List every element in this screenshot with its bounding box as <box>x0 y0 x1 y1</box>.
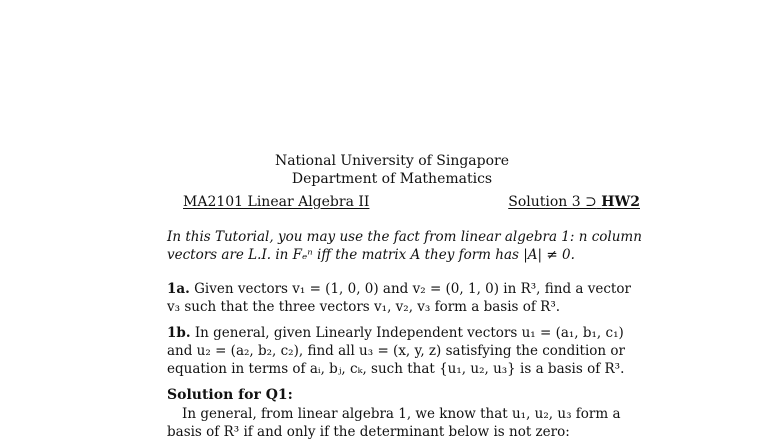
question-1b-label: 1b. <box>167 325 191 341</box>
question-1a <box>167 280 640 316</box>
question-1b <box>167 324 640 378</box>
solution-paragraph <box>167 405 640 441</box>
university-name: National University of Singapore <box>274 153 510 169</box>
solution-heading: Solution for Q1: <box>167 387 293 403</box>
question-1a-line-1: Given vectors v₁ = (1, 0, 0) and v₂ = (0, 1, 0) in R³, find a vector <box>194 281 631 297</box>
solution-label <box>508 193 640 211</box>
solution-hw: HW2 <box>601 194 640 210</box>
intro-paragraph <box>167 228 640 264</box>
solution-prefix: Solution 3 ⊃ <box>508 194 597 210</box>
solution-line-1: In general, from linear algebra 1, we know that u₁, u₂, u₃ form a <box>182 406 621 422</box>
course-title: MA2101 Linear Algebra II <box>183 194 370 210</box>
intro-line-1: In this Tutorial, you may use the fact from linear algebra 1: n column <box>167 229 642 245</box>
department-name: Department of Mathematics <box>291 171 493 187</box>
question-1b-line-1: In general, given Linearly Independent vectors u₁ = (a₁, b₁, c₁) <box>194 325 624 341</box>
intro-line-2: vectors are L.I. in Fₑⁿ iff the matrix A they form has |A| ≠ 0. <box>167 247 575 263</box>
question-1a-label: 1a. <box>167 281 190 297</box>
question-1b-line-2: and u₂ = (a₂, b₂, c₂), find all u₃ = (x, y, z) satisfying the condition or <box>167 343 625 359</box>
question-1b-line-3: equation in terms of aᵢ, bⱼ, cₖ, such that {u₁, u₂, u₃} is a basis of R³. <box>167 361 625 377</box>
solution-line-2: basis of R³ if and only if the determinant below is not zero: <box>167 424 570 440</box>
question-1a-line-2: v₃ such that the three vectors v₁, v₂, v₃ form a basis of R³. <box>167 299 561 315</box>
